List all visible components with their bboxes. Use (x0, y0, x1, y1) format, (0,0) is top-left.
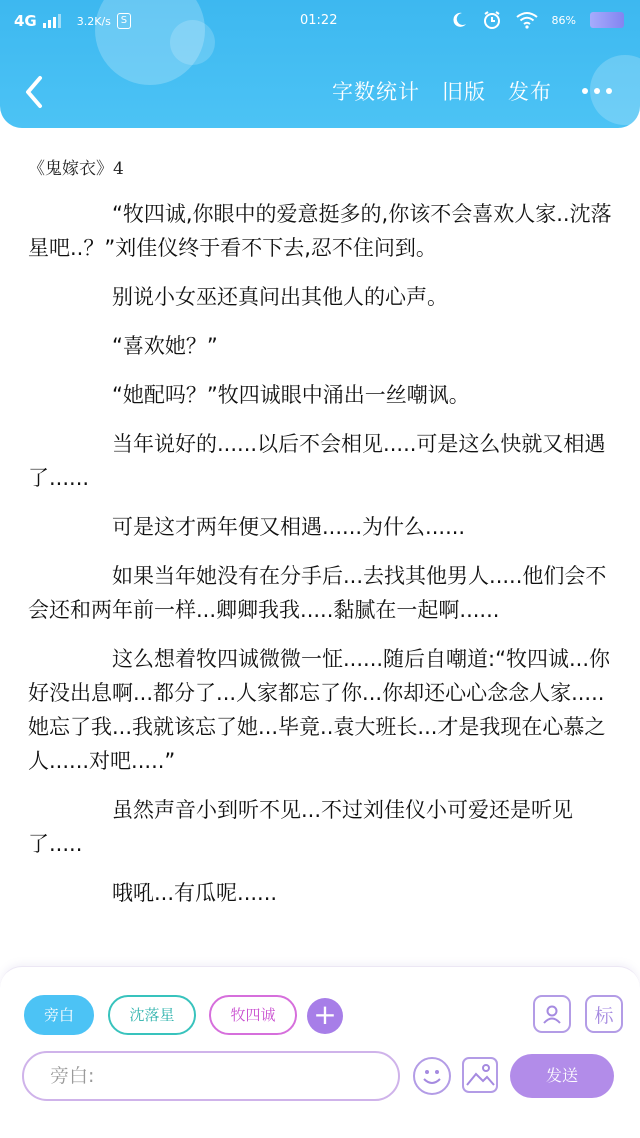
old-version-button[interactable]: 旧版 (442, 80, 486, 104)
alarm-icon (482, 10, 502, 30)
composer-panel (0, 966, 640, 1138)
status-bar (0, 0, 640, 44)
mark-button[interactable]: 标 (585, 995, 623, 1033)
send-button[interactable]: 发送 (510, 1054, 614, 1098)
more-options-icon[interactable] (582, 88, 612, 94)
paragraph: 可是这才两年便又相遇......为什么...... (112, 515, 466, 539)
role-chip-mu-sicheng[interactable]: 牧四诚 (209, 995, 297, 1035)
speed-label: 3.2K/s (76, 14, 111, 28)
status-time: 01:22 (300, 13, 338, 28)
wifi-icon (516, 11, 538, 29)
role-chip-shen-luoxing[interactable]: 沈落星 (108, 995, 196, 1035)
network-label: 4G (14, 12, 37, 30)
battery-percent: 86% (551, 13, 576, 27)
emoji-button[interactable] (413, 1057, 451, 1095)
person-card-icon (540, 1002, 564, 1026)
s-badge-icon: S (117, 13, 131, 29)
paragraph: 别说小女巫还真问出其他人的心声。 (112, 285, 448, 309)
paragraph: 如果当年她没有在分手后...去找其他男人.....他们会不会还和两年前一样...卿卿我我.....黏腻在一起啊...... (28, 564, 607, 622)
word-count-button[interactable]: 字数统计 (332, 80, 420, 104)
role-card-button[interactable] (533, 995, 571, 1033)
image-button[interactable] (462, 1057, 498, 1093)
paragraph: “牧四诚,你眼中的爱意挺多的,你该不会喜欢人家..沈落星吧..？”刘佳仪终于看不下去,忍不住问到。 (28, 202, 612, 260)
app-header (0, 0, 640, 128)
back-arrow-icon[interactable] (18, 72, 52, 112)
paragraph: 当年说好的......以后不会相见.....可是这么快就又相遇了...... (28, 432, 606, 490)
paragraph: 虽然声音小到听不见...不过刘佳仪小可爱还是听见了..... (28, 798, 574, 856)
image-icon (464, 1059, 496, 1091)
role-chip-narration[interactable]: 旁白 (24, 995, 94, 1035)
smiley-icon (415, 1059, 449, 1093)
moon-icon (450, 11, 468, 29)
paragraph: “她配吗？”牧四诚眼中涌出一丝嘲讽。 (112, 383, 470, 407)
paragraph: 哦吼...有瓜呢...... (112, 881, 278, 905)
paragraph-list (28, 197, 612, 910)
signal-icon (43, 14, 61, 28)
battery-icon (590, 12, 624, 28)
document-title: 《鬼嫁衣》4 (28, 159, 124, 179)
nav-bar (0, 62, 640, 122)
paragraph: “喜欢她？” (112, 334, 218, 358)
message-input[interactable]: 旁白: (22, 1051, 400, 1101)
add-role-button[interactable]: + (307, 998, 343, 1034)
paragraph: 这么想着牧四诚微微一怔......随后自嘲道:“牧四诚...你好没出息啊...都分了...人家都忘了你...你却还心心念念人家.....她忘了我...我就该忘了她...毕竟..袁大班长...才是我现在心慕之人......对吧.....” (28, 647, 611, 773)
publish-button[interactable]: 发布 (508, 80, 552, 104)
document-body (0, 128, 640, 966)
